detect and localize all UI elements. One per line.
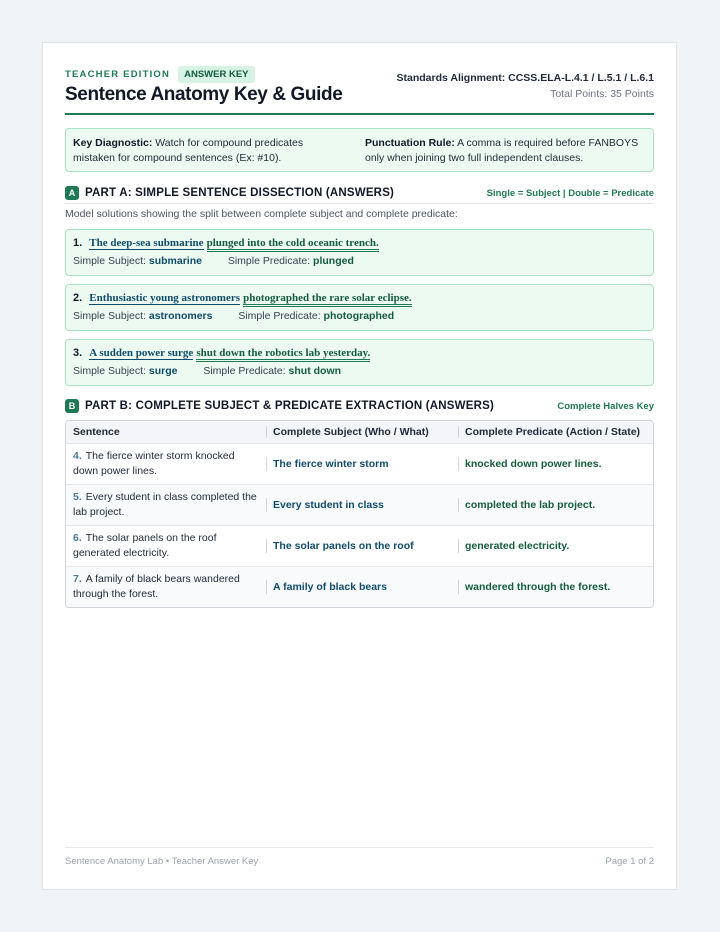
row-number: 4. [73, 450, 82, 462]
answer-card-2 [65, 284, 654, 331]
simple-parts [73, 365, 341, 377]
item-number: 1. [73, 237, 83, 249]
answer-key-badge: ANSWER KEY [178, 66, 254, 83]
complete-predicate: shut down the robotics lab yesterday. [196, 347, 370, 362]
table-header-row [66, 421, 653, 443]
table-row [66, 484, 653, 525]
part-a-letter: A [65, 186, 79, 200]
page-content [65, 43, 654, 889]
table-row [66, 525, 653, 566]
page-header [65, 43, 654, 115]
page-footer [65, 847, 654, 867]
punctuation-rule-label: Punctuation Rule: [365, 137, 455, 149]
subject-cell: Every student in class [266, 485, 458, 525]
simple-subject-label: Simple Subject: [73, 365, 146, 377]
part-b-heading [65, 397, 654, 415]
sentence-cell [66, 567, 266, 607]
answer-card-3 [65, 339, 654, 386]
column-header-sentence: Sentence [73, 425, 120, 438]
page-number: Page 1 of 2 [605, 856, 654, 867]
simple-predicate-label: Simple Predicate: [227, 255, 311, 267]
sentence-cell [66, 485, 266, 525]
key-diagnostic [73, 136, 348, 166]
subject-cell: The fierce winter storm [266, 444, 458, 484]
edition-label: TEACHER EDITION [65, 69, 171, 80]
sentence-text: The solar panels on the roof generated electricity. [73, 532, 217, 559]
part-a-intro: Model solutions showing the split between complete subject and complete predicate: [65, 208, 458, 220]
table-row [66, 566, 653, 607]
answer-card-1 [65, 229, 654, 276]
part-a-heading [65, 184, 654, 202]
simple-subject-label: Simple Subject: [73, 310, 146, 322]
answer-sentence [73, 237, 379, 249]
key-diagnostic-label: Key Diagnostic: [73, 137, 153, 149]
part-a-divider [65, 203, 654, 204]
sentence-text: Every student in class completed the lab project. [73, 491, 257, 518]
simple-predicate-label: Simple Predicate: [238, 310, 321, 322]
table-row [66, 443, 653, 484]
subject-cell: The solar panels on the roof [266, 526, 458, 566]
simple-subject-value: submarine [148, 255, 202, 267]
simple-predicate-label: Simple Predicate: [203, 365, 286, 377]
part-a-title: PART A: SIMPLE SENTENCE DISSECTION (ANSWERS) [85, 187, 395, 199]
simple-parts [73, 310, 394, 322]
standards-alignment: Standards Alignment: CCSS.ELA-L.4.1 / L.5.1 / L.6.1 [396, 72, 654, 84]
simple-predicate-value: plunged [313, 255, 354, 267]
worksheet-page [42, 42, 677, 890]
extraction-table [65, 420, 654, 608]
subject-cell: A family of black bears [266, 567, 458, 607]
row-number: 5. [73, 491, 82, 503]
predicate-cell: completed the lab project. [458, 485, 653, 525]
answer-sentence [73, 347, 370, 359]
part-b-title: PART B: COMPLETE SUBJECT & PREDICATE EXTRACTION (ANSWERS) [85, 400, 495, 412]
edition-row [65, 66, 255, 83]
sentence-text: The fierce winter storm knocked down power lines. [73, 450, 235, 477]
item-number: 3. [73, 347, 83, 359]
page-title: Sentence Anatomy Key & Guide [65, 84, 343, 105]
predicate-cell: knocked down power lines. [458, 444, 653, 484]
part-a-legend: Single = Subject | Double = Predicate [486, 187, 654, 199]
complete-subject: The deep-sea submarine [89, 237, 204, 249]
diagnostic-panel [65, 128, 654, 172]
simple-parts [73, 255, 354, 267]
complete-predicate: photographed the rare solar eclipse. [243, 292, 412, 307]
predicate-cell: wandered through the forest. [458, 567, 653, 607]
part-b-letter: B [65, 399, 79, 413]
footer-title: Sentence Anatomy Lab • Teacher Answer Key [65, 856, 259, 867]
row-number: 6. [73, 532, 82, 544]
punctuation-rule-text: A comma is required before FANBOYS only when joining two full independent clauses. [365, 137, 639, 164]
column-header-predicate: Complete Predicate (Action / State) [458, 421, 653, 443]
part-b-legend: Complete Halves Key [557, 400, 654, 412]
item-number: 2. [73, 292, 83, 304]
answer-sentence [73, 292, 412, 304]
column-header-subject: Complete Subject (Who / What) [266, 421, 458, 443]
simple-subject-label: Simple Subject: [73, 255, 146, 267]
simple-subject-value: astronomers [148, 310, 213, 322]
total-points: Total Points: 35 Points [550, 88, 654, 100]
sentence-cell [66, 526, 266, 566]
complete-predicate: plunged into the cold oceanic trench. [207, 237, 379, 252]
simple-predicate-value: photographed [323, 310, 395, 322]
key-diagnostic-text: Watch for compound predicates mistaken for compound sentences (Ex: #10). [73, 137, 304, 164]
simple-subject-value: surge [148, 365, 178, 377]
sentence-text: A family of black bears wandered through the forest. [73, 573, 240, 600]
complete-subject: A sudden power surge [89, 347, 194, 359]
simple-predicate-value: shut down [288, 365, 342, 377]
predicate-cell: generated electricity. [458, 526, 653, 566]
row-number: 7. [73, 573, 82, 585]
punctuation-rule [365, 136, 640, 166]
sentence-cell [66, 444, 266, 484]
complete-subject: Enthusiastic young astronomers [89, 292, 241, 304]
